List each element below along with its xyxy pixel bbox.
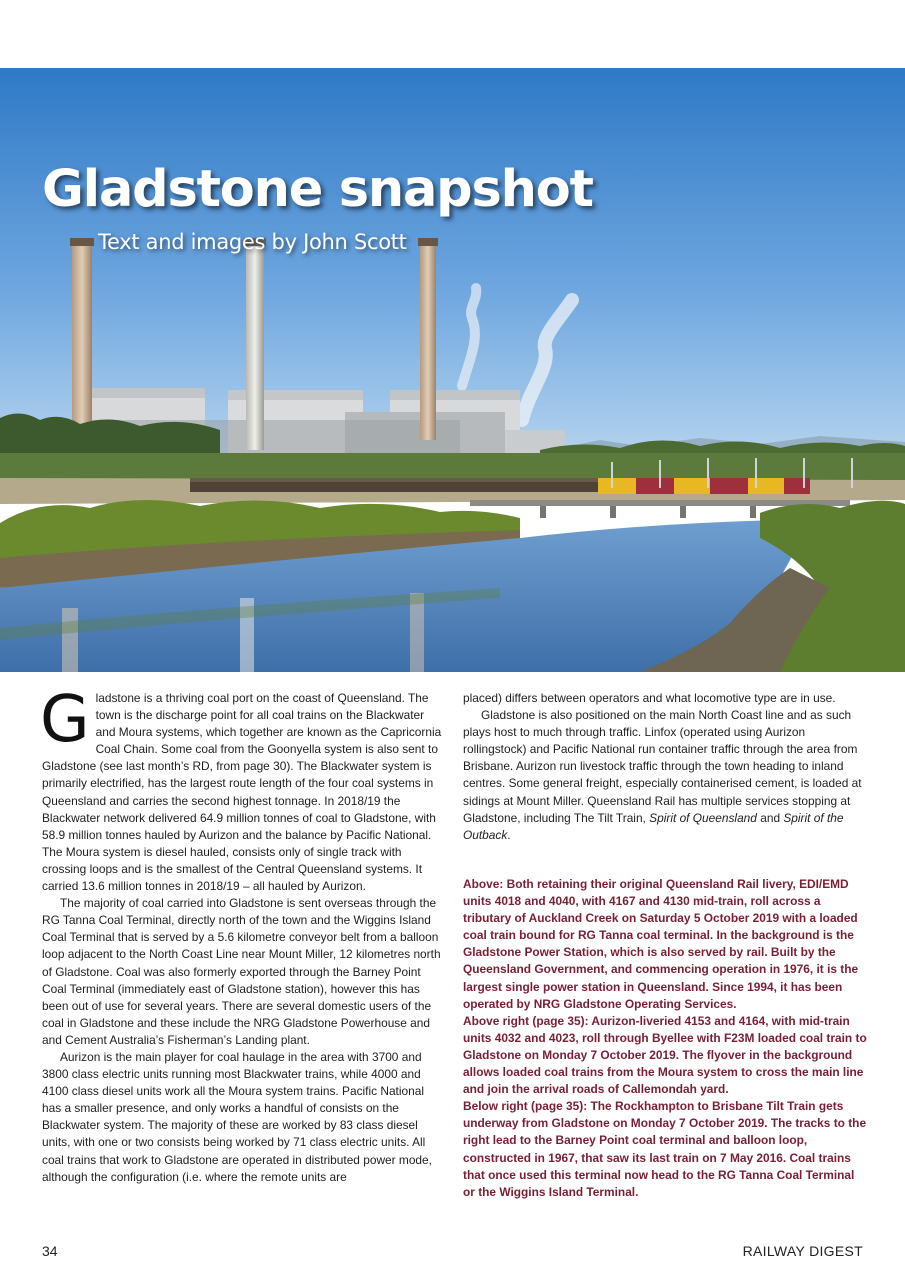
caption-label: Above: <box>463 877 504 891</box>
article-paragraph: Aurizon is the main player for coal haulage in the area with 3700 and 3800 class electric units running most Blackwater trains, while 4000 and 4100 class diesel units work all the Moura system trains. Pacific National has a smaller presence, and only works a handful of consists on the Blackwater system. The majority of these are worked by 83 class diesel units, with one or two consists being worked by 71 class electric units. All coal trains that work to Gladstone are operated in distributed power mode, although the configuration (i.e. where the remote units are <box>42 1049 432 1184</box>
page-title: Gladstone snapshot <box>42 160 593 219</box>
train-name: Spirit of the Outback <box>463 810 844 842</box>
page-number: 34 <box>42 1243 58 1259</box>
article-left-column <box>40 683 442 1186</box>
hero-photo <box>0 68 905 672</box>
caption-label: Above right (page 35): <box>463 1013 589 1028</box>
article-paragraph <box>40 683 442 895</box>
train-name: Spirit of Queensland <box>649 810 757 825</box>
article-right-column <box>463 690 863 844</box>
caption <box>463 1013 868 1098</box>
caption-text: Aurizon-liveried 4153 and 4164, with mid-train units 4032 and 4023, roll through Byellee with F23M loaded coal train to Gladstone on Monday 7 October 2019. The flyover in the background allows loaded coal trains from the Moura system to cross the main line and join the arrival roads of Callemondah yard. <box>463 1013 867 1097</box>
caption-label: Below right (page 35): <box>463 1099 588 1114</box>
caption <box>463 876 868 1013</box>
caption <box>463 1098 868 1201</box>
drop-cap: G <box>40 683 90 757</box>
paragraph-text: ladstone is a thriving coal port on the coast of Queensland. The town is the discharge point for all coal trains on the Blackwater and Moura systems, which together are known as the Capricornia Coal Chain. Some coal from the Goonyella system is also sent to Gladstone (see last month’s RD, from page 30). The Blackwater system is primarily electrified, has the largest route length of the four coal systems in Queensland and carries the second highest tonnage. In 2018/19 the Blackwater network delivered 64.9 million tonnes of coal to Gladstone, with 58.9 million tonnes hauled by Aurizon and the balance by Pacific National. The Moura system is diesel hauled, consists only of single track with crossing loops and is the smallest of the Central Queensland systems. It carried 13.6 million tonnes in 2018/19 – all hauled by Aurizon. <box>42 691 442 894</box>
paragraph-text: Gladstone is also positioned on the main North Coast line and as such plays host to much through traffic. Linfox (operated using Aurizon rollingstock) and Pacific National run container traffic through the area from Brisbane. Aurizon run livestock traffic through the town heading to inland centres. Some general freight, especially containerised cement, is loaded at sidings at Mount Miller. Queensland Rail has multiple services stopping at Gladstone, including The Tilt Train, <box>463 708 862 825</box>
caption-text: Both retaining their original Queensland Rail livery, EDI/EMD units 4018 and 4040, with 4167 and 4130 mid-train, roll across a tributary of Auckland Creek on Saturday 5 October 2019 with a loaded coal train bound for RG Tanna coal terminal. In the background is the Gladstone Power Station, which is also served by rail. Built by the Queensland Government, and commencing operation in 1976, it is the largest single power station in Queensland. Since 1994, it has been operated by NRG Gladstone Operating Services. <box>463 877 859 1011</box>
paragraph-text: and <box>756 810 784 825</box>
caption-text: The Rockhampton to Brisbane Tilt Train gets underway from Gladstone on Monday 7 October 2019. The tracks to the right lead to the Barney Point coal terminal and balloon loop, constructed in 1967, that saw its last train on 7 May 2016. Coal trains that once used this terminal now head to the RG Tanna Coal Terminal or the Wiggins Island Terminal. <box>463 1099 867 1199</box>
photo-captions <box>463 876 868 1201</box>
article-paragraph: The majority of coal carried into Gladstone is sent overseas through the RG Tanna Coal Terminal, directly north of the town and the Wiggins Island Coal Terminal that is served by a 5.6 kilometre conveyor belt from a balloon loop adjacent to the North Coast Line near Mount Miller, 12 kilometres north of Gladstone. Coal was also formerly exported through the Barney Point Coal Terminal (immediately east of Gladstone station), however this has been out of use for several years. There are several domestic users of the coal in Gladstone and these include the NRG Gladstone Powerhouse and and Cement Australia’s Fisherman’s Landing plant. <box>42 896 441 1047</box>
publication-name: RAILWAY DIGEST <box>742 1243 863 1259</box>
article-paragraph: placed) differs between operators and what locomotive type are in use. <box>463 691 836 705</box>
paragraph-text: . <box>507 827 511 842</box>
power-station-photo <box>0 68 905 672</box>
byline: Text and images by John Scott <box>98 230 407 254</box>
article-paragraph <box>463 707 863 844</box>
